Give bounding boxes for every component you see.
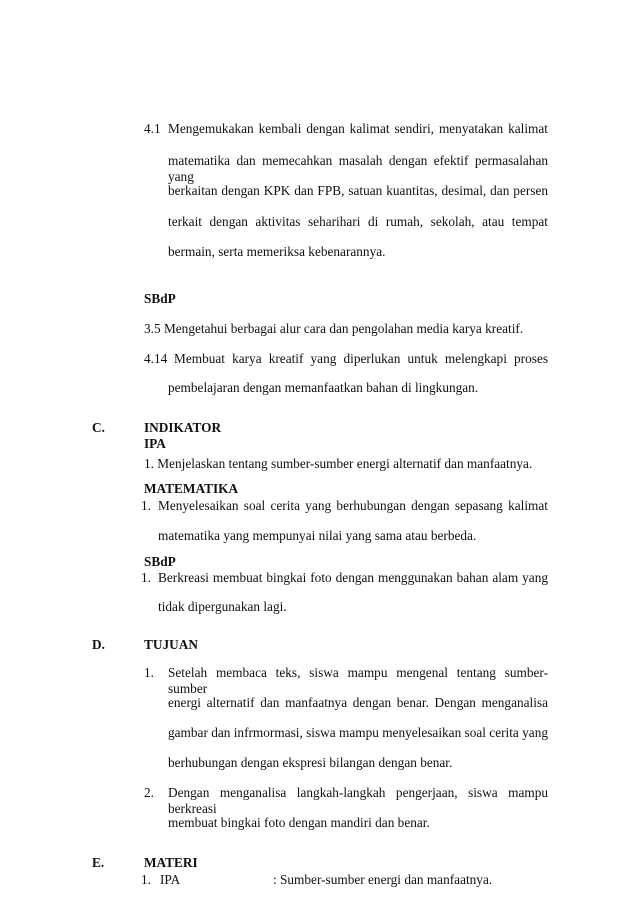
indikator-matematika-line-1: Menyelesaikan soal cerita yang berhubungan dengan sepasang kalimat bbox=[158, 498, 548, 513]
section-e-heading: MATERI bbox=[144, 855, 198, 870]
tujuan-item-1-line-4: berhubungan dengan ekspresi bilangan dengan benar. bbox=[168, 755, 453, 770]
indikator-sbdp-heading: SBdP bbox=[144, 554, 176, 569]
tujuan-item-1-line-3: gambar dan infrmormasi, siswa mampu menyelesaikan soal cerita yang bbox=[168, 725, 548, 740]
indikator-sbdp-line-2: tidak dipergunakan lagi. bbox=[158, 599, 287, 614]
indikator-matematika-heading: MATEMATIKA bbox=[144, 481, 239, 496]
kd-4-1-line-1: Mengemukakan kembali dengan kalimat sendiri, menyatakan kalimat bbox=[168, 121, 548, 136]
kd-4-1-line-5: bermain, serta memeriksa kebenarannya. bbox=[168, 244, 386, 259]
kd-4-1-line-4: terkait dengan aktivitas seharihari di rumah, sekolah, atau tempat bbox=[168, 214, 548, 229]
tujuan-item-2-line-1: Dengan menganalisa langkah-langkah pengerjaan, siswa mampu berkreasi bbox=[168, 785, 548, 816]
sbdp-heading: SBdP bbox=[144, 291, 176, 306]
indikator-sbdp-number: 1. bbox=[141, 570, 151, 585]
indikator-ipa-heading: IPA bbox=[144, 436, 166, 451]
section-e-letter: E. bbox=[92, 855, 105, 870]
materi-item-value: : Sumber-sumber energi dan manfaatnya. bbox=[273, 872, 493, 887]
section-d-heading: TUJUAN bbox=[144, 637, 198, 652]
materi-item-number: 1. bbox=[141, 872, 151, 887]
indikator-sbdp-line-1: Berkreasi membuat bingkai foto dengan menggunakan bahan alam yang bbox=[158, 570, 548, 585]
kd-4-1-line-2: matematika dan memecahkan masalah dengan efektif permasalahan yang bbox=[168, 153, 548, 184]
kd-3-5: 3.5 Mengetahui berbagai alur cara dan pengolahan media karya kreatif. bbox=[144, 321, 524, 336]
tujuan-item-2-number: 2. bbox=[144, 785, 154, 800]
section-c-heading: INDIKATOR bbox=[144, 420, 222, 435]
kd-4-14-line-1: Membuat karya kreatif yang diperlukan untuk melengkapi proses bbox=[174, 351, 548, 366]
kd-4-1-number: 4.1 bbox=[144, 121, 161, 136]
tujuan-item-1-line-2: energi alternatif dan manfaatnya dengan benar. Dengan menganalisa bbox=[168, 695, 548, 710]
kd-4-1-line-3: berkaitan dengan KPK dan FPB, satuan kuantitas, desimal, dan persen bbox=[168, 183, 548, 198]
section-c-letter: C. bbox=[92, 420, 105, 435]
kd-4-14-line-2: pembelajaran dengan memanfaatkan bahan di lingkungan. bbox=[168, 380, 479, 395]
indikator-matematika-line-2: matematika yang mempunyai nilai yang sama atau berbeda. bbox=[158, 528, 477, 543]
indikator-ipa-item: 1. Menjelaskan tentang sumber-sumber energi alternatif dan manfaatnya. bbox=[144, 456, 533, 471]
section-d-letter: D. bbox=[92, 637, 105, 652]
tujuan-item-2-line-2: membuat bingkai foto dengan mandiri dan benar. bbox=[168, 815, 430, 830]
tujuan-item-1-number: 1. bbox=[144, 665, 154, 680]
indikator-matematika-number: 1. bbox=[141, 498, 151, 513]
materi-item-label: IPA bbox=[160, 872, 181, 887]
tujuan-item-1-line-1: Setelah membaca teks, siswa mampu mengenal tentang sumber-sumber bbox=[168, 665, 548, 696]
kd-4-14-number: 4.14 bbox=[144, 351, 168, 366]
